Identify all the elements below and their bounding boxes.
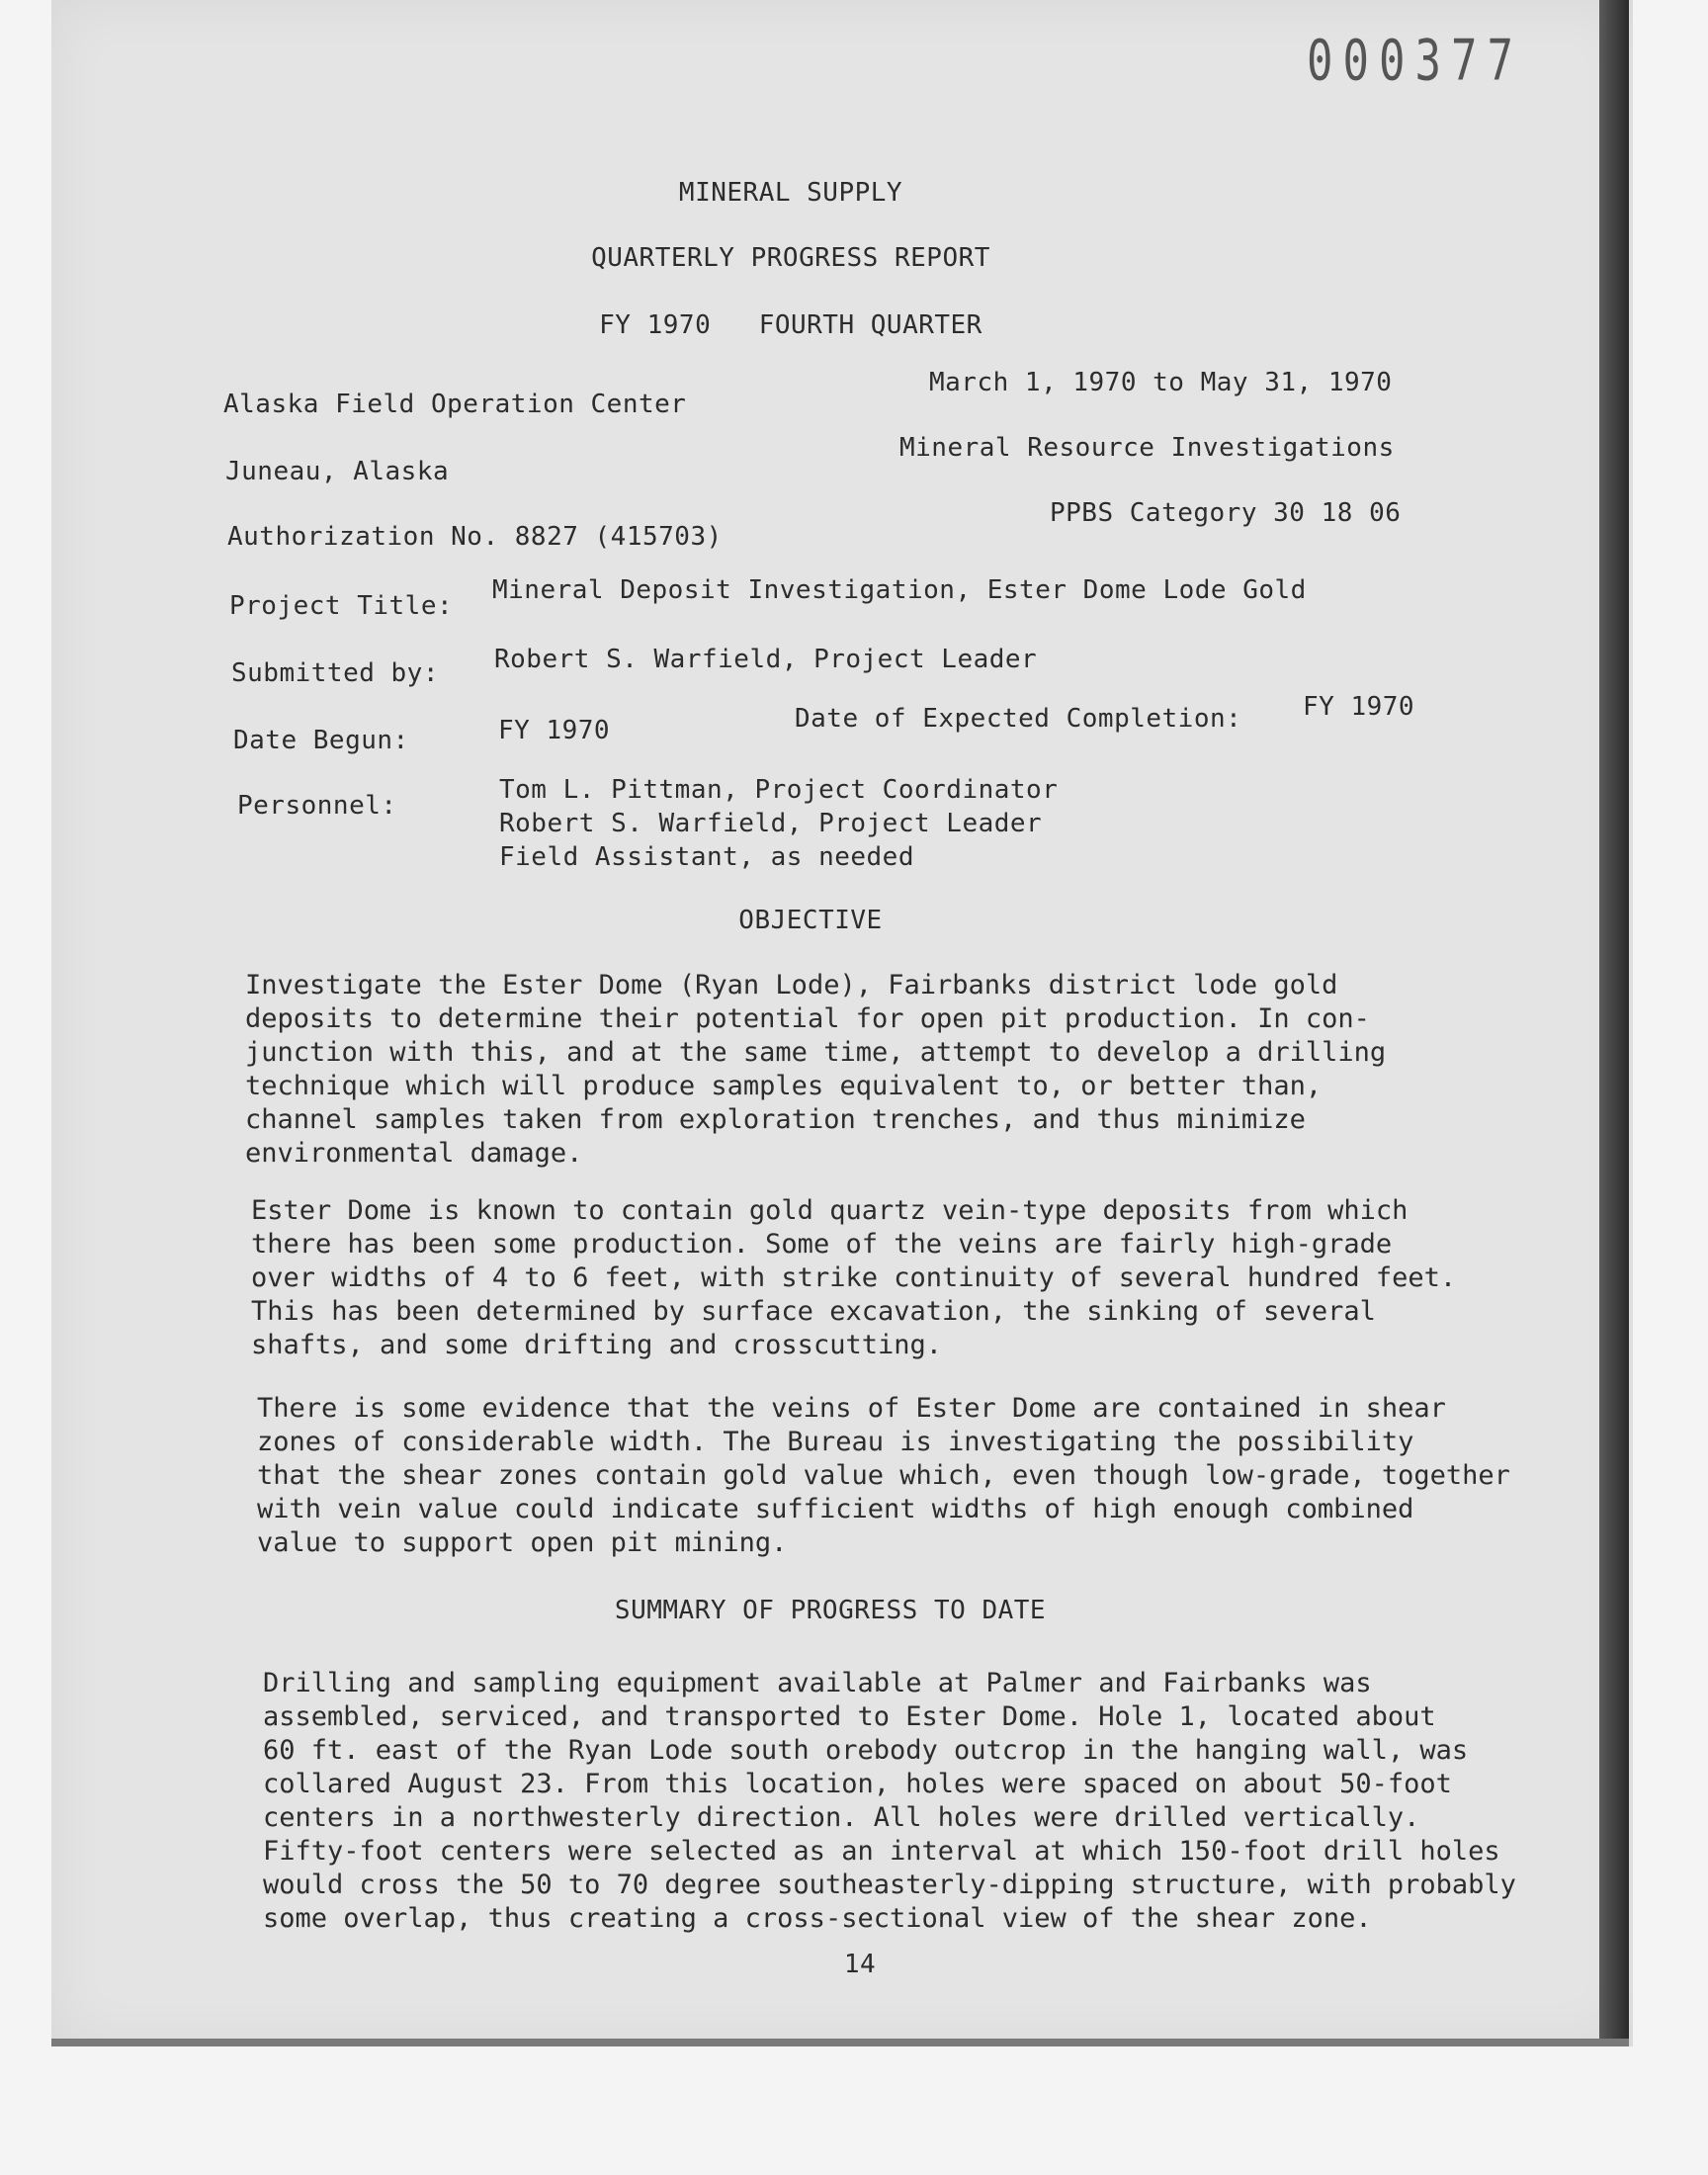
text-line: environmental damage.	[245, 1138, 583, 1169]
completion-date: FY 1970	[1303, 692, 1415, 722]
personnel-2: Robert S. Warfield, Project Leader	[499, 809, 1043, 838]
summary-paragraph	[263, 1667, 1516, 1936]
text-line: junction with this, and at the same time, attempt to develop a drilling	[245, 1037, 1387, 1068]
location: Juneau, Alaska	[225, 457, 450, 486]
personnel-3: Field Assistant, as needed	[499, 842, 914, 872]
text-line: over widths of 4 to 6 feet, with strike continuity of several hundred feet.	[251, 1262, 1457, 1293]
project-title: Mineral Deposit Investigation, Ester Dome Lode Gold	[492, 575, 1307, 605]
text-line: 60 ft. east of the Ryan Lode south orebody outcrop in the hanging wall, was	[263, 1735, 1469, 1766]
text-line: Investigate the Ester Dome (Ryan Lode), Fairbanks district lode gold	[245, 970, 1338, 1000]
text-line: Drilling and sampling equipment available at Palmer and Fairbanks was	[263, 1668, 1372, 1698]
report-period: March 1, 1970 to May 31, 1970	[929, 368, 1393, 397]
text-line: This has been determined by surface excavation, the sinking of several	[251, 1296, 1376, 1327]
submitted-by-label: Submitted by:	[231, 658, 439, 688]
summary-heading: SUMMARY OF PROGRESS TO DATE	[614, 1596, 1047, 1625]
text-line: deposits to determine their potential for open pit production. In con-	[245, 1003, 1370, 1034]
text-line: would cross the 50 to 70 degree southeasterly-dipping structure, with probably	[263, 1870, 1516, 1900]
submitted-by: Robert S. Warfield, Project Leader	[494, 645, 1038, 674]
page-number: 14	[843, 1950, 877, 1979]
project-title-label: Project Title:	[229, 591, 454, 621]
page-bottom-edge	[51, 2039, 1629, 2046]
text-line: assembled, serviced, and transported to Ester Dome. Hole 1, located about	[263, 1701, 1436, 1732]
personnel-1: Tom L. Pittman, Project Coordinator	[499, 775, 1059, 805]
text-line: channel samples taken from exploration trenches, and thus minimize	[245, 1104, 1306, 1135]
text-line: that the shear zones contain gold value which, even though low-grade, together	[257, 1460, 1510, 1491]
text-line: there has been some production. Some of the veins are fairly high-grade	[251, 1229, 1393, 1260]
objective-paragraph-1	[245, 969, 1386, 1171]
text-line: some overlap, thus creating a cross-sectional view of the shear zone.	[263, 1903, 1372, 1934]
text-line: shafts, and some drifting and crosscutting.	[251, 1330, 942, 1360]
document-number-stamp: 000377	[1307, 28, 1523, 94]
text-line: Ester Dome is known to contain gold quartz vein-type deposits from which	[251, 1195, 1409, 1226]
page-edge-shadow	[1599, 0, 1629, 2046]
date-begun-label: Date Begun:	[233, 726, 409, 755]
date-begun: FY 1970	[498, 716, 611, 745]
personnel-label: Personnel:	[237, 791, 397, 821]
text-line: There is some evidence that the veins of Ester Dome are contained in shear	[257, 1393, 1446, 1424]
heading-line-2: QUARTERLY PROGRESS REPORT	[591, 243, 990, 273]
text-line: Fifty-foot centers were selected as an interval at which 150-foot drill holes	[263, 1836, 1500, 1867]
objective-paragraph-3	[257, 1392, 1510, 1560]
text-line: zones of considerable width. The Bureau is investigating the possibility	[257, 1427, 1414, 1457]
ppbs-category: PPBS Category 30 18 06	[1050, 498, 1402, 528]
text-line: with vein value could indicate sufficient widths of high enough combined	[257, 1494, 1414, 1524]
objective-paragraph-2	[251, 1194, 1456, 1362]
program-name: Mineral Resource Investigations	[899, 433, 1395, 463]
text-line: collared August 23. From this location, holes were spaced on about 50-foot	[263, 1769, 1452, 1799]
center-name: Alaska Field Operation Center	[223, 390, 687, 419]
authorization-number: Authorization No. 8827 (415703)	[227, 522, 723, 552]
heading-line-3: FY 1970 FOURTH QUARTER	[599, 310, 982, 340]
heading-line-1: MINERAL SUPPLY	[678, 178, 903, 208]
text-line: technique which will produce samples equivalent to, or better than,	[245, 1071, 1323, 1101]
text-line: centers in a northwesterly direction. All holes were drilled vertically.	[263, 1802, 1420, 1833]
text-line: value to support open pit mining.	[257, 1527, 788, 1558]
completion-label: Date of Expected Completion:	[795, 704, 1242, 734]
objective-heading: OBJECTIVE	[738, 906, 883, 935]
